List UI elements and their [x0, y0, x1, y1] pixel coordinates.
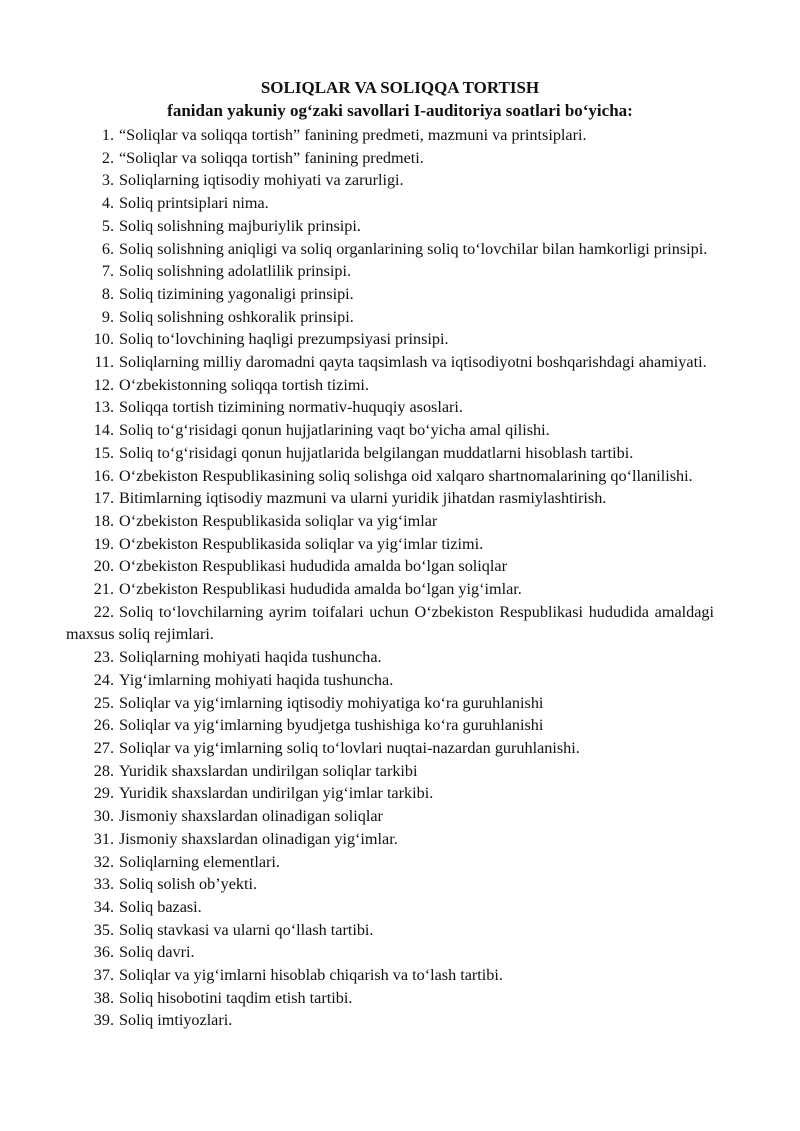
list-item	[88, 1009, 714, 1032]
list-item	[66, 465, 714, 488]
list-item	[88, 442, 714, 465]
item-text: Soliq tizimining yagonaligi prinsipi.	[119, 284, 354, 303]
list-item	[88, 374, 714, 397]
item-number: 13.	[93, 398, 114, 417]
item-number: 34.	[93, 897, 114, 916]
item-number: 15.	[93, 443, 114, 462]
item-number: 12.	[93, 375, 114, 394]
item-number: 32.	[93, 852, 114, 871]
list-item	[88, 896, 714, 919]
list-item	[88, 669, 714, 692]
item-number: 18.	[93, 511, 114, 530]
item-number: 17.	[93, 489, 114, 508]
item-number: 38.	[93, 988, 114, 1007]
item-number: 7.	[101, 262, 114, 281]
document-subtitle: fanidan yakuniy og‘zaki savollari I-auditoriya soatlari bo‘yicha:	[167, 101, 633, 120]
list-item	[88, 692, 714, 715]
item-text: Soliq solishning oshkoralik prinsipi.	[119, 307, 354, 326]
list-item	[88, 851, 714, 874]
item-number: 8.	[101, 284, 114, 303]
list-item	[88, 941, 714, 964]
item-text: Soliqlar va yig‘imlarning byudjetga tushishiga ko‘ra guruhlanishi	[119, 716, 544, 735]
item-number: 24.	[93, 670, 114, 689]
list-item	[88, 828, 714, 851]
item-text: Soliqlarning milliy daromadni qayta taqsimlash va iqtisodiyotni boshqarishdagi ahamiyati.	[119, 353, 707, 372]
list-item	[88, 124, 714, 147]
item-number: 21.	[93, 580, 114, 599]
list-item	[88, 396, 714, 419]
list-item	[88, 578, 714, 601]
list-item	[88, 306, 714, 329]
item-number: 2.	[101, 148, 114, 167]
list-item	[88, 737, 714, 760]
item-text: O‘zbekiston Respublikasida soliqlar va yig‘imlar	[119, 511, 438, 530]
list-item	[88, 328, 714, 351]
item-number: 27.	[93, 738, 114, 757]
item-number: 1.	[101, 126, 114, 144]
list-item	[88, 964, 714, 987]
list-item	[88, 283, 714, 306]
item-number: 6.	[101, 239, 114, 258]
item-text: Soliqlarning mohiyati haqida tushuncha.	[119, 648, 382, 667]
list-item	[66, 351, 714, 374]
item-text: Soliq to‘lovchining haqligi prezumpsiyasi prinsipi.	[119, 330, 449, 349]
item-text: Soliq hisobotini taqdim etish tartibi.	[119, 988, 353, 1007]
item-number: 37.	[93, 966, 114, 985]
item-text: Jismoniy shaxslardan olinadigan soliqlar	[119, 807, 383, 826]
item-text: Soliqlar va yig‘imlarning soliq to‘lovlari nuqtai-nazardan guruhlanishi.	[119, 738, 580, 757]
item-text: Soliq solishning aniqligi va soliq organlarining soliq to‘lovchilar bilan hamkorligi prinsipi.	[119, 239, 708, 258]
item-number: 22.	[93, 602, 114, 621]
item-text: Jismoniy shaxslardan olinadigan yig‘imlar.	[119, 829, 398, 848]
item-number: 29.	[93, 784, 114, 803]
list-item	[88, 533, 714, 556]
list-item	[88, 714, 714, 737]
item-number: 39.	[93, 1011, 114, 1030]
item-number: 31.	[93, 829, 114, 848]
item-number: 11.	[94, 353, 114, 372]
list-item	[88, 510, 714, 533]
list-item	[88, 215, 714, 238]
item-text: Yuridik shaxslardan undirilgan soliqlar tarkibi	[119, 761, 418, 780]
item-number: 4.	[101, 194, 114, 213]
item-text: Bitimlarning iqtisodiy mazmuni va ularni yuridik jihatdan rasmiylashtirish.	[119, 489, 607, 508]
item-text: Soliq imtiyozlari.	[119, 1011, 233, 1030]
item-text: Soliq solish ob’yekti.	[119, 875, 258, 894]
item-text: Soliqlarning iqtisodiy mohiyati va zarurligi.	[119, 171, 404, 190]
item-number: 19.	[93, 534, 114, 553]
item-text: Yig‘imlarning mohiyati haqida tushuncha.	[119, 670, 394, 689]
item-text: Soliq to‘lovchilarning ayrim toifalari uchun O‘zbekiston Respublikasi hududida amaldagi maxsus soliq rejimlari.	[66, 602, 714, 644]
item-number: 28.	[93, 761, 114, 780]
list-item	[88, 646, 714, 669]
item-text: O‘zbekiston Respublikasining soliq solishga oid xalqaro shartnomalarining qo‘llanilishi.	[119, 466, 693, 485]
item-text: Soliq solishning adolatlilik prinsipi.	[119, 262, 352, 281]
item-text: O‘zbekiston Respublikasi hududida amalda bo‘lgan soliqlar	[119, 557, 507, 576]
item-text: O‘zbekiston Respublikasida soliqlar va yig‘imlar tizimi.	[119, 534, 484, 553]
item-text: Soliq bazasi.	[119, 897, 202, 916]
item-number: 5.	[101, 216, 114, 235]
item-number: 14.	[93, 421, 114, 440]
item-text: Soliq stavkasi va ularni qo‘llash tartibi.	[119, 920, 374, 939]
list-item	[88, 782, 714, 805]
list-item	[88, 169, 714, 192]
list-item	[88, 419, 714, 442]
list-item	[88, 919, 714, 942]
list-item	[88, 260, 714, 283]
list-item	[88, 487, 714, 510]
item-text: O‘zbekiston Respublikasi hududida amalda bo‘lgan yig‘imlar.	[119, 580, 522, 599]
list-item	[88, 987, 714, 1010]
item-number: 36.	[93, 943, 114, 962]
item-text: “Soliqlar va soliqqa tortish” fanining predmeti, mazmuni va printsiplari.	[119, 126, 587, 144]
list-item	[88, 192, 714, 215]
list-item	[88, 147, 714, 170]
item-text: Soliq davri.	[119, 943, 195, 962]
item-number: 30.	[93, 807, 114, 826]
item-number: 3.	[101, 171, 114, 190]
item-text: Soliqlarning elementlari.	[119, 852, 280, 871]
list-item	[88, 805, 714, 828]
item-text: Soliqqa tortish tizimining normativ-huquqiy asoslari.	[119, 398, 463, 417]
list-item	[66, 601, 714, 646]
item-number: 25.	[93, 693, 114, 712]
item-number: 26.	[93, 716, 114, 735]
item-text: Soliqlar va yig‘imlarning iqtisodiy mohiyatiga ko‘ra guruhlanishi	[119, 693, 544, 712]
list-item	[88, 760, 714, 783]
item-number: 10.	[93, 330, 114, 349]
item-number: 20.	[93, 557, 114, 576]
item-text: Yuridik shaxslardan undirilgan yig‘imlar tarkibi.	[119, 784, 434, 803]
item-number: 23.	[93, 648, 114, 667]
item-text: Soliq to‘g‘risidagi qonun hujjatlarida belgilangan muddatlarni hisoblash tartibi.	[119, 443, 634, 462]
item-text: “Soliqlar va soliqqa tortish” fanining predmeti.	[119, 148, 424, 167]
item-text: Soliq printsiplari nima.	[119, 194, 269, 213]
item-number: 16.	[93, 466, 114, 485]
item-number: 35.	[93, 920, 114, 939]
item-text: O‘zbekistonning soliqqa tortish tizimi.	[119, 375, 369, 394]
list-item	[88, 555, 714, 578]
document-title: SOLIQLAR VA SOLIQQA TORTISH	[260, 78, 540, 97]
list-item	[66, 238, 714, 261]
item-text: Soliqlar va yig‘imlarni hisoblab chiqarish va to‘lash tartibi.	[119, 966, 503, 985]
item-number: 33.	[93, 875, 114, 894]
question-list	[66, 124, 714, 1032]
item-text: Soliq solishning majburiylik prinsipi.	[119, 216, 361, 235]
item-number: 9.	[101, 307, 114, 326]
item-text: Soliq to‘g‘risidagi qonun hujjatlarining vaqt bo‘yicha amal qilishi.	[119, 421, 550, 440]
list-item	[88, 873, 714, 896]
